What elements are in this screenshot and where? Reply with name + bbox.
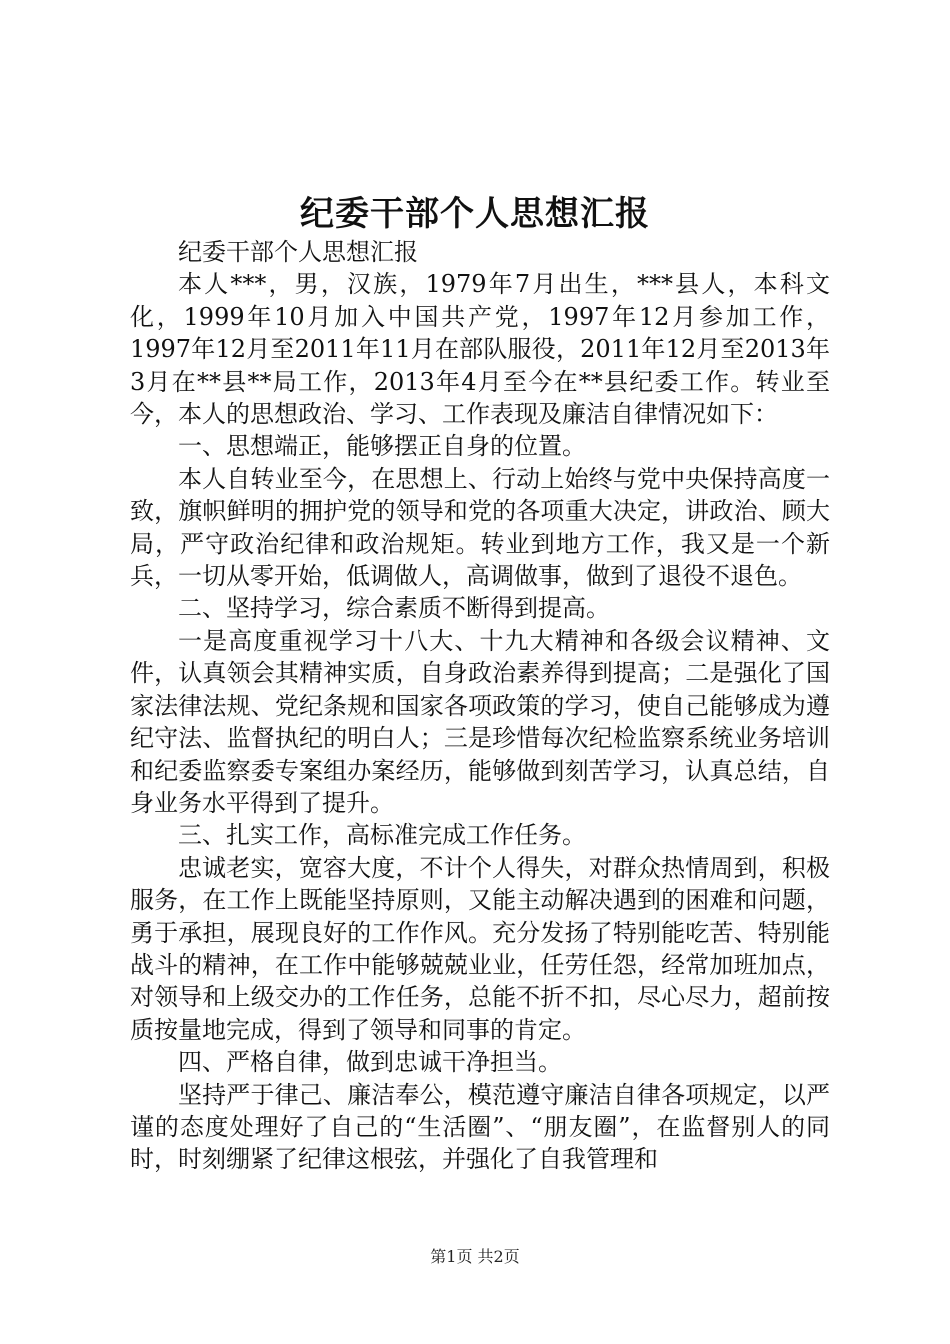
section-heading-3: 三、扎实工作，高标准完成工作任务。 — [178, 821, 586, 850]
section-heading-4: 四、严格自律，做到忠诚干净担当。 — [178, 1048, 562, 1077]
paragraph-section-4: 坚持严于律己、廉洁奉公，模范遵守廉洁自律各项规定，以严谨的态度处理好了自己的“生活圈”、“朋友圈”，在监督别人的同时，时刻绷紧了纪律这根弦，并强化了自我管理和 — [130, 1080, 830, 1174]
section-heading-1: 一、思想端正，能够摆正自身的位置。 — [178, 432, 586, 461]
page-footer: 第1页 共2页 — [430, 1247, 520, 1266]
paragraph-section-3: 忠诚老实，宽容大度，不计个人得失，对群众热情周到，积极服务，在工作上既能坚持原则，又能主动解决遇到的困难和问题，勇于承担，展现良好的工作作风。充分发扬了特别能吃苦、特别能战斗的精神，在工作中能够兢兢业业，任劳任怨，经常加班加点，对领导和上级交办的工作任务，总能不折不扣，尽心尽力，超前按质按量地完成，得到了领导和同事的肯定。 — [130, 853, 830, 1044]
document-body — [130, 236, 830, 1176]
paragraph-subtitle: 纪委干部个人思想汇报 — [178, 238, 418, 266]
section-heading-2: 二、坚持学习，综合素质不断得到提高。 — [178, 594, 610, 623]
paragraph-section-1: 本人自转业至今，在思想上、行动上始终与党中央保持高度一致，旗帜鲜明的拥护党的领导和党的各项重大决定，讲政治、顾大局，严守政治纪律和政治规矩。转业到地方工作，我又是一个新兵，一切从零开始，低调做人，高调做事，做到了退役不退色。 — [130, 464, 830, 591]
paragraph-intro: 本人***，男，汉族，1979年7月出生，***县人，本科文化，1999年10月加入中国共产党，1997年12月参加工作，1997年12月至2011年11月在部队服役，2011年12月至2013年3月在**县**局工作，2013年4月至今在**县纪委工作。转业至今，本人的思想政治、学习、工作表现及廉洁自律情况如下： — [130, 270, 830, 429]
paragraph-section-2: 一是高度重视学习十八大、十九大精神和各级会议精神、文件，认真领会其精神实质，自身政治素养得到提高；二是强化了国家法律法规、党纪条规和国家各项政策的学习，使自己能够成为遵纪守法、监督执纪的明白人；三是珍惜每次纪检监察系统业务培训和纪委监察委专案组办案经历，能够做到刻苦学习，认真总结，自身业务水平得到了提升。 — [130, 626, 830, 817]
document-title: 纪委干部个人思想汇报 — [300, 194, 650, 234]
